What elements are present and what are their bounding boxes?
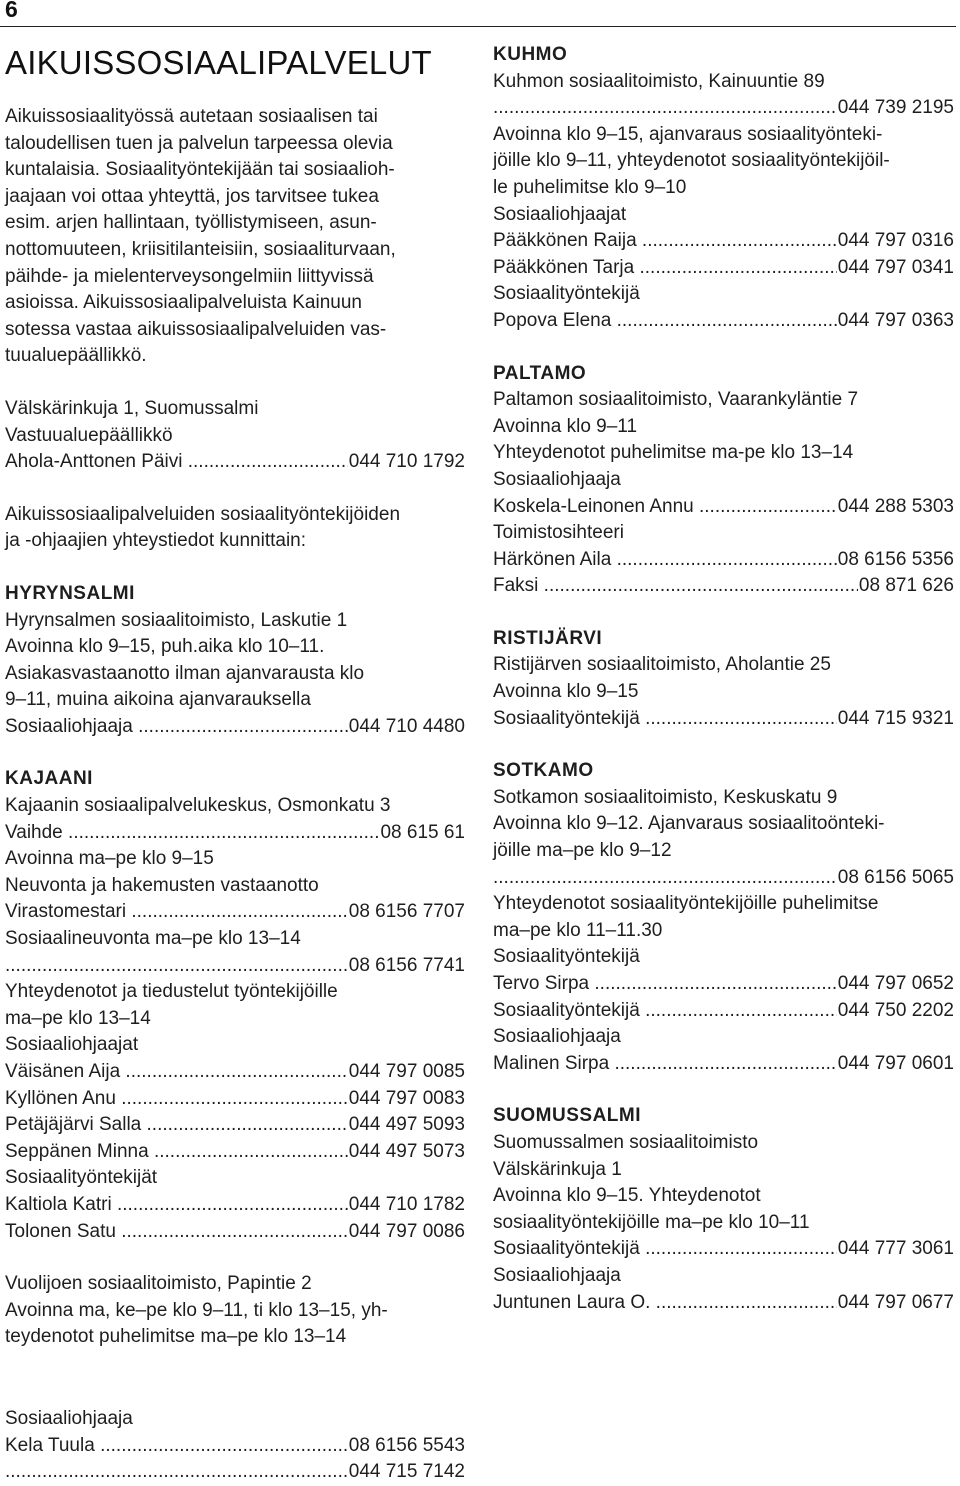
contact-name: Kela Tuula .....: [5, 1433, 348, 1460]
contact-name: Kyllönen Anu .....: [5, 1086, 348, 1113]
section-heading: SOTKAMO: [493, 760, 594, 782]
section-line: Paltamon sosiaalitoimisto, Vaarankyläntie 7: [493, 389, 859, 411]
contact-name: [493, 95, 837, 122]
contact-entry: [5, 1139, 465, 1166]
section-line: Asiakasvastaanotto ilman ajanvarausta klo: [5, 662, 365, 684]
contact-phone: 044 288 5303: [837, 495, 954, 517]
contact-entry: [493, 1236, 954, 1263]
section-line: Ristijärven sosiaalitoimisto, Aholantie 25: [493, 654, 831, 676]
manager-phone: 044 710 1792: [348, 451, 465, 473]
section-line: Avoinna klo 9–11: [493, 415, 638, 437]
contact-entry: [5, 1459, 465, 1486]
section-vuolijoki: [5, 1271, 465, 1486]
section-line: Välskärinkuja 1: [493, 1158, 622, 1180]
section-line: Hyrynsalmen sosiaalitoimisto, Laskutie 1: [5, 609, 348, 631]
contact-name: Virastomestari .....: [5, 899, 348, 926]
contact-entry: [5, 1433, 465, 1460]
contacts-intro-line: ja -ohjaajien yhteystiedot kunnittain:: [5, 530, 307, 552]
contact-entry: [5, 953, 465, 980]
contact-entry: [5, 1192, 465, 1219]
section-line: Yhteydenotot puhelimitse ma-pe klo 13–14: [493, 442, 854, 464]
contact-entry: [493, 95, 954, 122]
contact-entry: [493, 228, 954, 255]
intro-line: asioissa. Aikuissosiaalipalveluista Kainuun: [5, 292, 362, 314]
contact-phone: 044 497 5093: [348, 1114, 465, 1136]
manager-role: Vastuualuepäällikkö: [5, 424, 173, 446]
contact-name: Petäjäjärvi Salla .....: [5, 1112, 348, 1139]
contact-name: Sosiaalityöntekijä .....: [493, 998, 837, 1025]
section-line: teydenotot puhelimitse ma–pe klo 13–14: [5, 1326, 347, 1348]
section-line: sosiaalityöntekijöille ma–pe klo 10–11: [493, 1211, 810, 1233]
role-label: Sosiaaliohjaajat: [5, 1034, 139, 1056]
role-label: Sosiaalityöntekijät: [5, 1167, 158, 1189]
contact-entry: [493, 1290, 954, 1317]
section-line: Yhteydenotot ja tiedustelut työntekijöille: [5, 981, 338, 1003]
contact-phone: 044 497 5073: [348, 1140, 465, 1162]
manager-address: Välskärinkuja 1, Suomussalmi: [5, 397, 259, 419]
contact-phone: 044 710 1782: [348, 1193, 465, 1215]
contact-entry: [493, 998, 954, 1025]
contact-name: Kaltiola Katri .....: [5, 1192, 348, 1219]
contact-name: Härkönen Aila .....: [493, 547, 837, 574]
section-kajaani: [5, 766, 465, 1245]
section-line: Avoinna klo 9–12. Ajanvaraus sosiaalitoönteki-: [493, 813, 885, 835]
manager-entry: [5, 449, 465, 476]
page-number: 6: [5, 0, 18, 22]
section-line: Suomussalmen sosiaalitoimisto: [493, 1131, 759, 1153]
contacts-intro-line: Aikuissosiaalipalveluiden sosiaalityöntekijöiden: [5, 503, 401, 525]
contact-phone: 08 6156 5065: [837, 866, 954, 888]
contact-name: Sosiaaliohjaaja .....: [5, 714, 348, 741]
intro-line: kuntalaisia. Sosiaalityöntekijään tai sosiaalioh-: [5, 159, 395, 181]
contact-name: Tervo Sirpa .....: [493, 971, 837, 998]
contact-name: Koskela-Leinonen Annu .....: [493, 494, 837, 521]
contact-phone: 044 797 0083: [348, 1087, 465, 1109]
section-heading: PALTAMO: [493, 362, 587, 384]
left-column: [5, 42, 465, 1486]
contact-name: [5, 1459, 348, 1486]
contact-entry: [493, 255, 954, 282]
role-label: Toimistosihteeri: [493, 522, 624, 544]
role-label: Sosiaaliohjaajat: [493, 203, 627, 225]
section-line: le puhelimitse klo 9–10: [493, 176, 687, 198]
manager-name: Ahola-Anttonen Päivi .....: [5, 449, 348, 476]
intro-line: jaajaan voi ottaa yhteyttä, jos tarvitsee tukea: [5, 185, 379, 207]
section-line: Avoinna klo 9–15, ajanvaraus sosiaalityönteki-: [493, 123, 883, 145]
role-label: Sosiaaliohjaaja: [493, 468, 621, 490]
contact-phone: 08 6156 5543: [348, 1434, 465, 1456]
section-line: Sotkamon sosiaalitoimisto, Keskuskatu 9: [493, 786, 838, 808]
contact-name: Malinen Sirpa .....: [493, 1051, 837, 1078]
role-label: Sosiaalityöntekijä: [493, 946, 640, 968]
section-heading: SUOMUSSALMI: [493, 1105, 641, 1127]
intro-line: sotessa vastaa aikuissosiaalipalveluiden vas-: [5, 318, 387, 340]
contact-phone: 044 797 0086: [348, 1220, 465, 1242]
section-line: Vuolijoen sosiaalitoimisto, Papintie 2: [5, 1273, 312, 1295]
section-line: Neuvonta ja hakemusten vastaanotto: [5, 874, 319, 896]
contact-phone: 044 750 2202: [837, 999, 954, 1021]
section-line: Avoinna klo 9–15. Yhteydenotot: [493, 1185, 761, 1207]
contact-name: Pääkkönen Raija .....: [493, 228, 837, 255]
contact-phone: 08 615 61: [380, 821, 465, 843]
contact-name: [493, 865, 837, 892]
intro-line: tuualuepäällikkö.: [5, 345, 147, 367]
contact-entry: [5, 899, 465, 926]
contact-phone: 044 797 0363: [837, 309, 954, 331]
contact-name: Sosiaalityöntekijä .....: [493, 1236, 837, 1263]
section-line: Kajaanin sosiaalipalvelukeskus, Osmonkatu 3: [5, 795, 391, 817]
contact-phone: 08 6156 7741: [348, 954, 465, 976]
contact-entry: [5, 1059, 465, 1086]
contact-name: [5, 953, 348, 980]
section-line: Avoinna klo 9–15: [493, 681, 639, 703]
intro-paragraph: [5, 104, 465, 370]
contact-phone: 08 871 626: [858, 575, 954, 597]
role-label: Sosiaaliohjaaja: [493, 1264, 621, 1286]
intro-line: päihde- ja mielenterveysongelmiin liittyvissä: [5, 265, 374, 287]
contact-phone: 044 739 2195: [837, 97, 954, 119]
section-line: Avoinna ma–pe klo 9–15: [5, 848, 214, 870]
intro-line: esim. arjen hallintaan, työllistymiseen, asun-: [5, 212, 377, 234]
section-heading: RISTIJÄRVI: [493, 627, 603, 649]
contact-phone: 044 797 0677: [837, 1291, 954, 1313]
contact-phone: 044 777 3061: [837, 1238, 954, 1260]
contact-phone: 044 710 4480: [348, 715, 465, 737]
contact-name: Popova Elena .....: [493, 308, 837, 335]
contact-phone: 044 797 0316: [837, 230, 954, 252]
section-ristijarvi: [493, 626, 955, 732]
section-line: Sosiaalineuvonta ma–pe klo 13–14: [5, 928, 301, 950]
role-label: Sosiaaliohjaaja: [493, 1026, 621, 1048]
section-suomussalmi: [493, 1103, 955, 1316]
contact-entry: [493, 1051, 954, 1078]
intro-line: Aikuissosiaalityössä autetaan sosiaalisen tai: [5, 106, 378, 127]
manager-contact: [5, 396, 465, 476]
contact-entry: [5, 714, 465, 741]
contact-phone: 044 797 0341: [837, 256, 954, 278]
section-line: ma–pe klo 11–11.30: [493, 919, 663, 941]
contact-phone: 08 6156 5356: [837, 548, 954, 570]
right-column: [493, 42, 955, 1316]
contact-entry: [493, 547, 954, 574]
section-line: jöille ma–pe klo 9–12: [493, 840, 672, 862]
contact-entry: [493, 865, 954, 892]
section-line: Avoinna klo 9–15, puh.aika klo 10–11.: [5, 636, 325, 658]
page-title: AIKUISSOSIAALIPALVELUT: [5, 44, 432, 81]
contact-phone: 044 797 0652: [837, 973, 954, 994]
contact-name: Vaihde .....: [5, 820, 379, 847]
contacts-intro: [5, 502, 465, 555]
contact-name: Tolonen Satu .....: [5, 1219, 348, 1246]
intro-line: taloudellisen tuen ja palvelun tarpeessa olevia: [5, 132, 393, 154]
contact-phone: 044 715 7142: [348, 1461, 465, 1483]
contact-name: Väisänen Aija .....: [5, 1059, 348, 1086]
contact-entry: [493, 971, 954, 998]
section-sotkamo: [493, 758, 955, 1077]
contact-entry: [493, 494, 954, 521]
contact-name: Sosiaalityöntekijä .....: [493, 706, 837, 733]
section-kuhmo: [493, 42, 955, 335]
contact-phone: 044 715 9321: [837, 707, 954, 729]
contact-phone: 044 797 0085: [348, 1061, 465, 1082]
contact-entry: [493, 706, 954, 733]
contact-name: Juntunen Laura O. .....: [493, 1290, 837, 1317]
role-label: Sosiaalityöntekijä: [493, 283, 640, 305]
role-label: Sosiaaliohjaaja: [5, 1407, 133, 1429]
contact-entry: [5, 1086, 465, 1113]
section-line: ma–pe klo 13–14: [5, 1007, 151, 1029]
contact-name: Seppänen Minna .....: [5, 1139, 348, 1166]
section-line: jöille klo 9–11, yhteydenotot sosiaalityöntekijöil-: [493, 150, 890, 172]
contact-name: Faksi .....: [493, 573, 858, 600]
contact-entry: [5, 1112, 465, 1139]
contact-phone: 08 6156 7707: [348, 901, 465, 923]
section-hyrynsalmi: [5, 581, 465, 741]
section-heading: KUHMO: [493, 44, 568, 65]
section-paltamo: [493, 361, 955, 600]
section-line: Yhteydenotot sosiaalityöntekijöille puhelimitse: [493, 893, 879, 915]
header-rule: [0, 26, 956, 27]
section-heading: KAJAANI: [5, 768, 93, 790]
contact-name: Pääkkönen Tarja .....: [493, 255, 837, 282]
contact-entry: [5, 820, 465, 847]
contact-phone: 044 797 0601: [837, 1052, 954, 1074]
contact-entry: [5, 1219, 465, 1246]
contact-entry: [493, 573, 954, 600]
intro-line: nottomuuteen, kriisitilanteisiin, sosiaaliturvaan,: [5, 238, 396, 260]
section-line: 9–11, muina aikoina ajanvarauksella: [5, 689, 311, 711]
section-line: Avoinna ma, ke–pe klo 9–11, ti klo 13–15, yh-: [5, 1299, 388, 1321]
section-line: Kuhmon sosiaalitoimisto, Kainuuntie 89: [493, 70, 825, 92]
contact-entry: [493, 308, 954, 335]
section-heading: HYRYNSALMI: [5, 582, 135, 604]
